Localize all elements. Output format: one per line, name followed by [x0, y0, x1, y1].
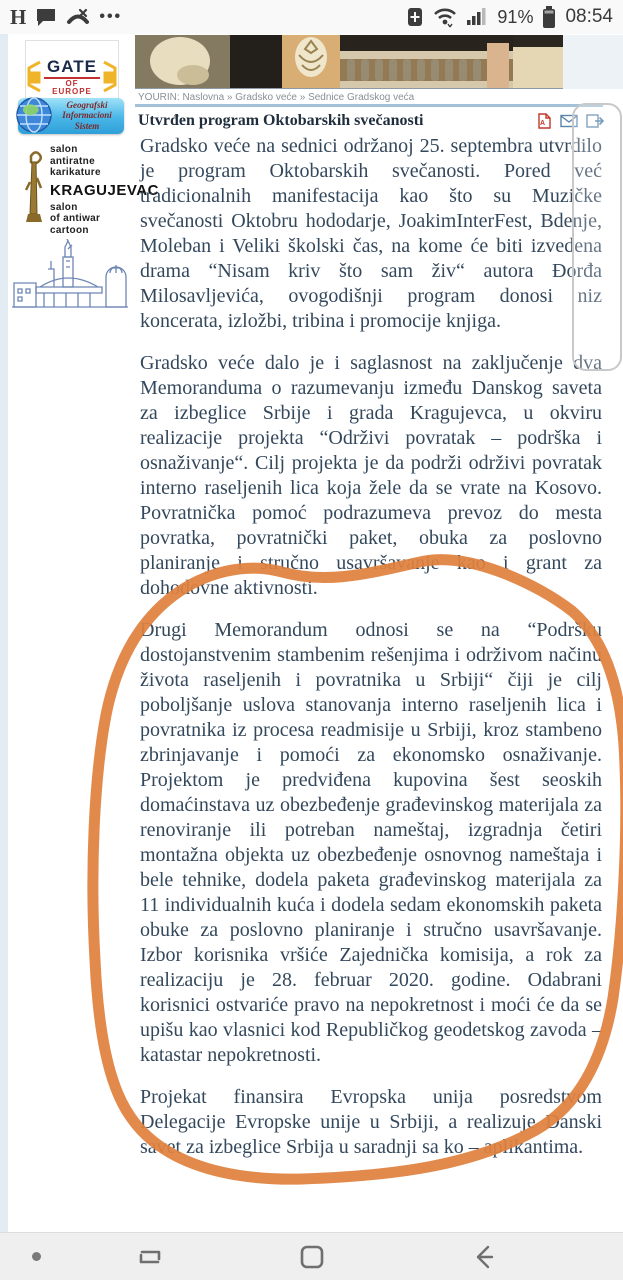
salon-line-5: of antiwar — [50, 213, 101, 224]
article-title-row — [138, 112, 604, 130]
paragraph-3-circled: Drugi Memorandum odnosi se na “Podršku dostojanstvenim stambenim rešenjima i održivom načinu života raseljenih i povratnika u Srbiji“ čiji je cilj poboljšanje uslova stanovanja interno raseljenih lica i povratnika iz procesa readmisije u Srbiji, kroz stambeno zbrinjavanje i pomoći za ekonomsko osnaživanje. Projektom je predviđena kupovina šest seoskih domaćinstava uz obezbeđenje građevinskog materijala za renoviranje ili potreban nameštaj, izgradnja četiri montažna objekta uz obezbeđenje osnovnog nameštaja i bele tehnike, dodela paketa građevinskog materijala za 11 individualnih kuća i dodela sedam ekonomskih paketa obuke za poslovno planiranje i stručno usavršavanje. Izbor korisnika vršiće Zajednička komisija, a rok za realizaciju je 28. februar 2020. godine. Odabrani korisnici ostvariće pravo na nepokretnost i moći će da se upišu kao vlasnici kod Republičkog geodetskog zavoda – katastar nepokretnosti. — [140, 619, 602, 1066]
h-app-icon: H — [10, 4, 27, 29]
recents-button[interactable] — [118, 1239, 182, 1275]
paragraph-2: Gradsko veće dalo je i saglasnost na zaključenje dva Memoranduma o razumevanju između Danskog saveta za izbeglice Srbije i grada Kragujevca, u okviru realizacije projekta “Održivi povratak – podrška i osnaživanje“. Cilj projekta je da podrži održivi povratak interno raseljenih lica koja žele da se vrate na Kosovo. Povratnička pomoć podrazumeva prevoz do mesta povratka, povratnički paket, obuka za poslovno planiranje i stručno usavršavanje kao i grant za dohodovne aktivnosti. — [140, 352, 602, 599]
clock: 08:54 — [565, 6, 613, 27]
pdf-icon[interactable] — [536, 113, 552, 129]
more-dots-icon: ••• — [99, 8, 123, 25]
monument-statue-icon — [20, 148, 46, 224]
gate-left-arrow-icon — [26, 60, 42, 94]
gate-logo-text: GATE — [47, 57, 97, 76]
battery-icon — [542, 5, 556, 29]
gate-right-arrow-icon — [102, 60, 118, 94]
gis-logo-line1: Geografski — [66, 100, 108, 110]
antiwar-salon-logo[interactable] — [18, 144, 159, 236]
salon-line-2: antiratne — [50, 155, 95, 167]
navigation-bar — [0, 1232, 623, 1280]
paragraph-4: Projekat finansira Evropska unija posredstvom Delegacije Evropske unije u Srbiji, a realizuje Danski savet za izbeglice Srbija u saradnji sa ko – aplikantima. — [140, 1086, 602, 1158]
breadcrumb[interactable]: YOURIN: Naslovna » Gradsko veće » Sednice Gradskog veća — [138, 92, 415, 103]
recents-icon — [132, 1243, 168, 1271]
wifi-icon — [433, 6, 457, 28]
page-left-margin — [0, 34, 8, 1232]
salon-line-4: salon — [50, 201, 78, 213]
gate-logo-subtext: OF EUROPE — [44, 77, 100, 96]
paragraph-1: Gradsko veće na sednici održanoj 25. septembra utvrdilo je program Oktobarskih svečanosti. Pored već tradicionalnih manifestacija kao što su Muzičke svečanosti Oktobru hododarje, JoakimInterFest, Bdenje, Moleban i Veliki školski čas, na kome će biti izvedena drama “Nisam kriv što sam živ“ autora Đorđa Milosavljevića, ovogodišnji program donosi niz koncerata, izložbi, tribina i promocije knjiga. — [140, 135, 602, 332]
salon-line-6: cartoon — [50, 224, 89, 236]
header-banner-photo — [135, 35, 563, 89]
article-body — [140, 134, 602, 1177]
battery-saver-icon — [406, 6, 424, 28]
salon-line-1: salon — [50, 144, 78, 155]
salon-city: KRAGUJEVAC — [50, 181, 159, 199]
breadcrumb-divider — [135, 104, 603, 107]
city-skyline-drawing — [10, 239, 130, 324]
status-bar-left — [10, 5, 122, 30]
home-icon — [297, 1242, 327, 1272]
gis-logo[interactable] — [18, 98, 124, 134]
missed-call-icon — [66, 7, 90, 27]
status-bar-right — [406, 5, 613, 29]
back-button[interactable] — [452, 1239, 516, 1275]
signal-icon — [466, 7, 488, 27]
back-icon — [469, 1242, 499, 1272]
banner-right-gap — [563, 35, 623, 89]
home-button[interactable] — [280, 1239, 344, 1275]
battery-percent: 91% — [497, 6, 534, 27]
salon-line-3: karikature — [50, 167, 101, 178]
gis-logo-line3: Sistem — [74, 120, 100, 131]
chat-icon — [35, 7, 57, 27]
svg-text:A: A — [540, 120, 546, 127]
scrollbar-thumb[interactable] — [572, 103, 622, 371]
browser-page — [0, 34, 623, 1232]
page-title: Utvrđen program Oktobarskih svečanosti — [138, 112, 424, 129]
status-bar — [0, 0, 623, 34]
sidebar — [8, 34, 159, 1232]
gis-logo-line2: Informacioni — [62, 110, 112, 121]
nav-hide-dot[interactable] — [32, 1252, 41, 1261]
globe-icon — [14, 95, 54, 135]
